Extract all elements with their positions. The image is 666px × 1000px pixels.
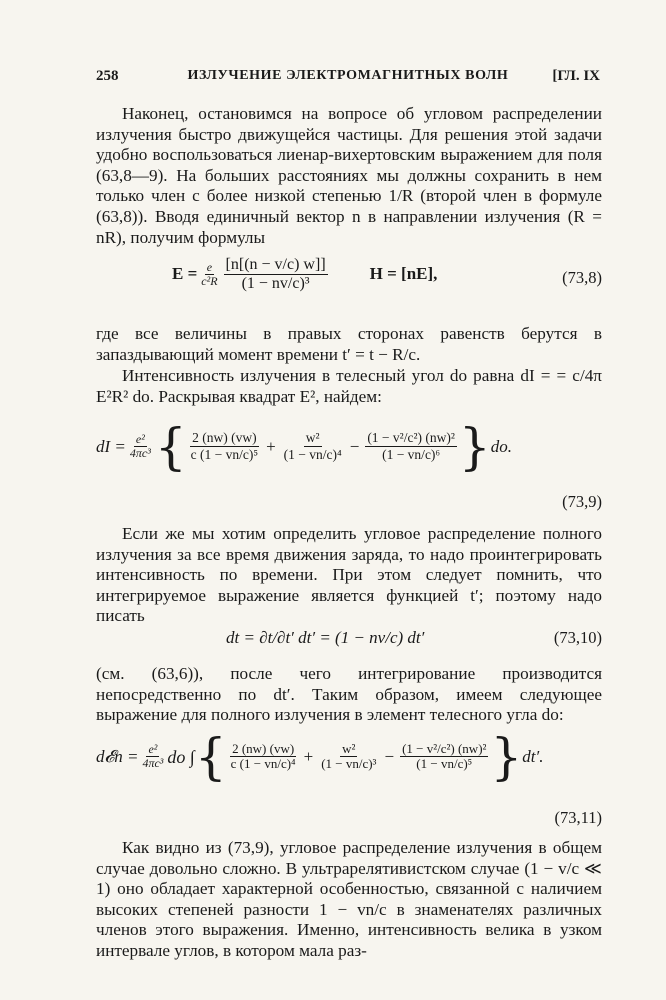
equation-73-9: dI = $\frac{\text{e²}}{\text{4πc³}}$ { $\frac{2 (nw) (vw)}{\text{c (1 − vn/c)⁵}}$ + $\frac{\text{w²}}{\text{(1 − vn/c)⁴}}$ − $\frac{\text{(1 − v²/c²) (nw)²}}{\text{(1 − vn/c)⁶}}$ } do. (73,9) (96, 418, 602, 511)
equation-73-11: d𝓔n = $\frac{\text{e²}}{\text{4πc³}}$ do ∫ { $\frac{2 (nw) (vw)}{\text{c (1 − vn/c)⁴}}$ + $\frac{\text{w²}}{\text{(1 − vn/c)³}}$ − $\frac{\text{(1 − v²/c²) (nw)²}}{\text{(1 − vn/c)⁵}}$ } dt′. (73,11) (96, 728, 602, 827)
page-number: 258 (96, 68, 119, 84)
eq-lhs-E: E = (172, 264, 198, 284)
equation-number: (73,8) (562, 268, 602, 287)
equation-number: (73,9) (562, 492, 602, 511)
running-title: ИЗЛУЧЕНИЕ ЭЛЕКТРОМАГНИТНЫХ ВОЛН (187, 68, 509, 83)
eq-main-fraction: $\frac{[n[(n - v/c) w]]}{\text{(1 − nv/c)³}}$ (225, 256, 326, 292)
paragraph-2: где все величины в правых сторонах равенств берутся в запаздывающий момент времени t′ = t − R/c. (96, 324, 602, 364)
chapter-label: [ГЛ. IX (552, 68, 600, 84)
paragraph-4: Если же мы хотим определить угловое распределение полного излучения за все время движения заряда, то надо проинтегрировать интенсивность по времени. При этом следует помнить, что интегрируемое выражение является функцией t′; поэтому надо писать (96, 524, 602, 626)
paragraph-5: (см. (63,6)), после чего интегрирование производится непосредственно по dt′. Таким образом, имеем следующее выражение для полного излучения в элемент телесного угла do: (96, 664, 602, 725)
paragraph-6: Как видно из (73,9), угловое распределение излучения в общем случае довольно сложно. В ультрарелятивистском случае (1 − v/c ≪ 1) оно обладает характерной особенностью, связанной с наличием высоких степеней разности 1 − vn/c в знаменателях различных членов этого выражения. Именно, интенсивность велика в узком интервале углов, в котором мала раз- (96, 838, 602, 960)
paragraph-1: Наконец, остановимся на вопросе об угловом распределении излучения быстро движущейся частицы. Для решения этой задачи удобно воспользоваться лиенар-вихертовским выражением для поля (63,8—9). На больших расстояниях мы должны сохранить в нем только член с более низкой степенью 1/R (второй член в формуле (63,8)). Вводя единичный вектор n в направлении излучения (R = nR), получим формулы (96, 104, 602, 247)
paragraph-3: Интенсивность излучения в телесный угол do равна dI = = c/4π E²R² do. Раскрывая квадрат E², найдем: (96, 366, 602, 406)
eq-coef: $\frac{e}{\text{c²R}}$ (201, 259, 218, 288)
equation-73-10: dt = ∂t/∂t′ dt′ = (1 − nv/c) dt′ (73,10) (226, 628, 602, 647)
equation-73-8 (96, 252, 602, 314)
running-header (96, 68, 600, 88)
eq-rhs-H: H = [nE], (369, 264, 438, 284)
equation-number: (73,11) (554, 808, 602, 827)
equation-number: (73,10) (553, 628, 602, 647)
